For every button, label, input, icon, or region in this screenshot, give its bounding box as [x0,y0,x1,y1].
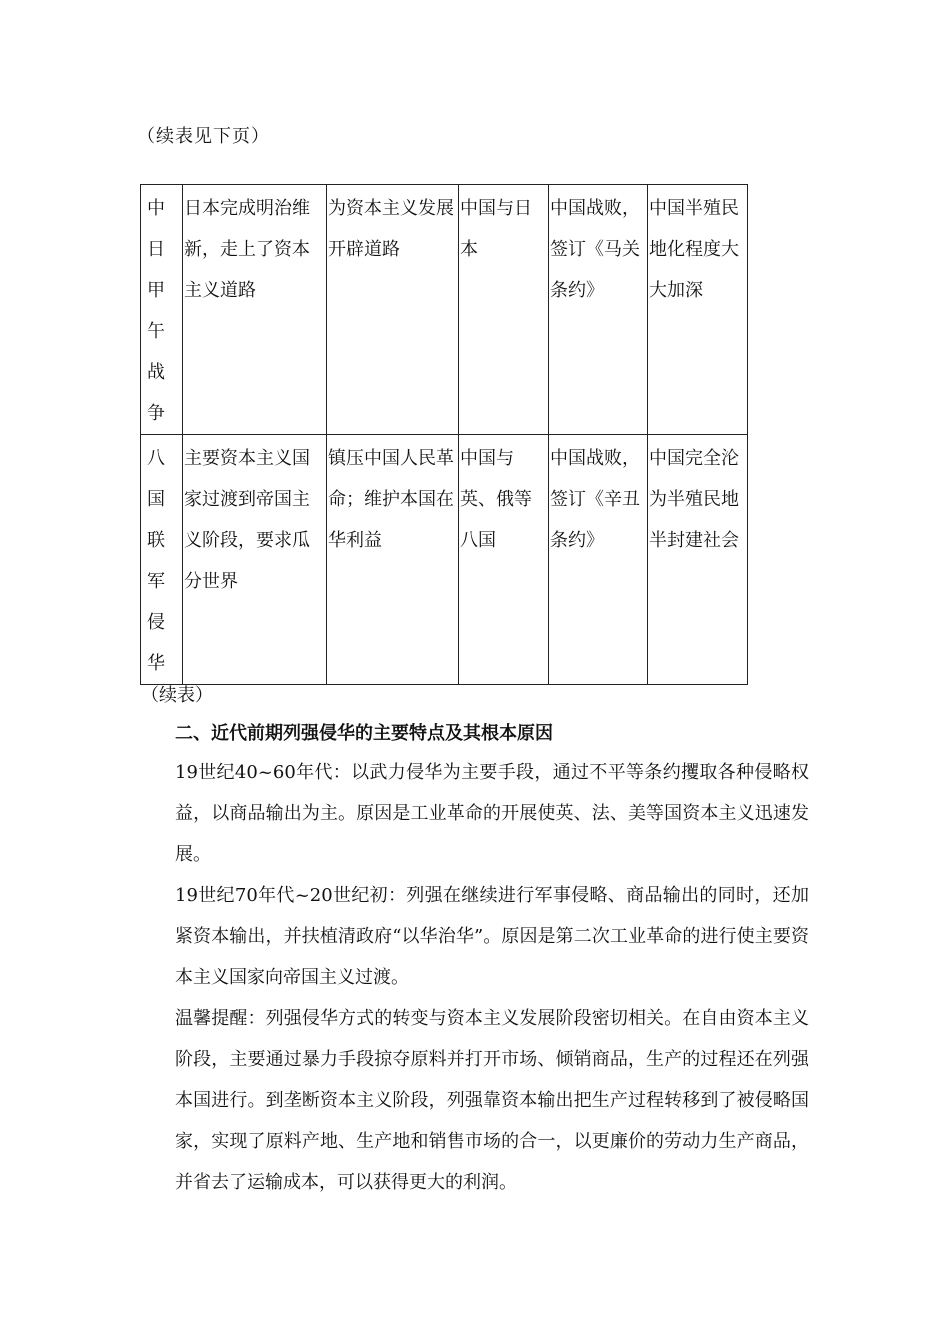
result-cell: 中国战败，签订《马关条约》 [549,185,648,435]
impact-cell: 中国半殖民地化程度大大加深 [648,185,748,435]
paragraph: 温馨提醒：列强侵华方式的转变与资本主义发展阶段密切相关。在自由资本主义阶段，主要通过暴力手段掠夺原料并打开市场、倾销商品，生产的过程还在列强本国进行。到垄断资本主义阶段，列强靠资本输出把生产过程转移到了被侵略国家，实现了原料产地、生产地和销售市场的合一，以更廉价的劳动力生产商品，并省去了运输成本，可以获得更大的利润。 [175,1008,809,1193]
purpose-cell: 为资本主义发展开辟道路 [327,185,459,435]
table-continuation-note: （续表见下页） [137,126,270,147]
section-heading: 二、近代前期列强侵华的主要特点及其根本原因 [175,723,553,744]
background-cell: 日本完成明治维新，走上了资本主义道路 [183,185,327,435]
result-cell: 中国战败，签订《辛丑条约》 [549,435,648,685]
impact-cell: 中国完全沦为半殖民地半封建社会 [648,435,748,685]
paragraph: 19世纪70年代~20世纪初：列强在继续进行军事侵略、商品输出的同时，还加紧资本输出，并扶植清政府“以华治华”。原因是第二次工业革命的进行使主要资本主义国家向帝国主义过渡。 [175,885,809,988]
paragraph: 19世纪40~60年代：以武力侵华为主要手段，通过不平等条约攫取各种侵略权益，以商品输出为主。原因是工业革命的开展使英、法、美等国资本主义迅速发展。 [175,762,809,865]
parties-cell: 中国与英、俄等八国 [459,435,549,685]
war-name-cell: 八国联军侵华 [141,435,183,685]
purpose-cell: 镇压中国人民革命；维护本国在华利益 [327,435,459,685]
table-continued-label: （续表） [141,685,213,706]
table-row [141,185,748,435]
background-cell: 主要资本主义国家过渡到帝国主义阶段，要求瓜分世界 [183,435,327,685]
history-table [140,184,748,685]
parties-cell: 中国与日本 [459,185,549,435]
war-name-cell: 中日甲午战争 [141,185,183,435]
table-row [141,435,748,685]
